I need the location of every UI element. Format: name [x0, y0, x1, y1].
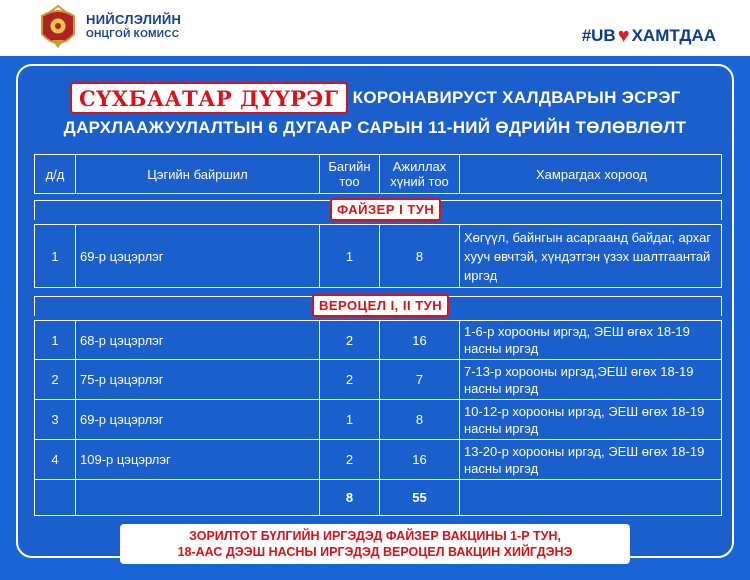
hashtag-prefix: #UB — [581, 26, 616, 45]
cell-location: 68-р цэцэрлэг — [75, 321, 319, 359]
table-row — [34, 360, 722, 400]
cell-teams: 1 — [319, 225, 379, 287]
top-bar — [0, 0, 750, 56]
cell-no: 1 — [51, 248, 59, 264]
cell-no: 4 — [51, 452, 59, 467]
cell-no — [35, 480, 75, 515]
header-staff: Ажиллах хүний тоо — [379, 155, 459, 193]
cell-coverage: 13-20-р хорооны иргэд, ЭЕШ өгөх 18-19 насны иргэд — [459, 440, 723, 479]
content-panel — [16, 64, 734, 558]
city-emblem-icon — [36, 4, 80, 52]
cell-no: 1 — [51, 332, 59, 348]
cell-location — [75, 480, 319, 515]
district-name: СҮХБААТАР ДҮҮРЭГ — [70, 82, 348, 114]
title-line1 — [70, 82, 681, 114]
table-row — [34, 224, 722, 288]
cell-location: 69-р цэцэрлэг — [75, 400, 319, 439]
cell-coverage: 1-6-р хорооны иргэд, ЭЕШ өгөх 18-19 насны иргэд — [459, 321, 723, 359]
org-name-line2: ОНЦГОЙ КОМИСС — [86, 29, 180, 40]
cell-location: 109-р цэцэрлэг — [75, 440, 319, 479]
section2-label: ВЕРОЦЕЛ I, II ТУН — [312, 294, 449, 317]
cell-staff: 7 — [379, 360, 459, 399]
header-no: д/д — [45, 166, 65, 182]
section1-label: ФАЙЗЕР I ТУН — [330, 198, 441, 221]
hashtag — [582, 26, 716, 46]
cell-no: 3 — [51, 412, 59, 427]
org-name-line1: НИЙСЛЭЛИЙН — [86, 12, 182, 27]
cell-location: 75-р цэцэрлэг — [75, 360, 319, 399]
cell-coverage: 7-13-р хорооны иргэд,ЭЕШ өгөх 18-19 насны иргэд — [459, 360, 723, 399]
cell-staff: 16 — [379, 440, 459, 479]
cell-staff: 8 — [379, 400, 459, 439]
poster-body — [0, 56, 750, 580]
cell-coverage — [459, 480, 723, 515]
cell-teams: 1 — [319, 400, 379, 439]
totals-row — [34, 480, 722, 516]
cell-staff: 16 — [379, 321, 459, 359]
table-row — [34, 440, 722, 480]
header-coverage: Хамрагдах хороод — [459, 155, 723, 193]
cell-teams: 2 — [319, 440, 379, 479]
cell-no: 2 — [51, 372, 59, 387]
cell-location: 69-р цэцэрлэг — [75, 225, 319, 287]
schedule-table — [34, 154, 722, 504]
cell-coverage: Хөгүүл, байнгын асаргаанд байдаг, архаг хууч өвчтэй, хүндэтгэн үзэх шалтгаантай иргэд — [459, 225, 723, 287]
cell-teams: 2 — [319, 360, 379, 399]
table-row — [34, 320, 722, 360]
footer-line2: 18-ААС ДЭЭШ НАСНЫ ИРГЭДЭД ВЕРОЦЕЛ ВАКЦИН ХИЙГДЭНЭ — [177, 545, 573, 559]
org-name — [86, 12, 181, 42]
table-header-row — [34, 154, 722, 194]
header-teams: Багийн тоо — [319, 155, 379, 193]
total-staff: 55 — [379, 480, 459, 515]
cell-staff: 8 — [379, 225, 459, 287]
cell-coverage: 10-12-р хорооны иргэд, ЭЕШ өгөх 18-19 насны иргэд — [459, 400, 723, 439]
header-location: Цэгийн байршил — [75, 155, 319, 193]
hashtag-suffix: ХАМТДАА — [631, 26, 716, 45]
title-line1-rest: КОРОНАВИРУСТ ХАЛДВАРЫН ЭСРЭГ — [352, 88, 681, 107]
table-row — [34, 400, 722, 440]
footer-note — [120, 524, 630, 564]
title-line2: ДАРХЛААЖУУЛАЛТЫН 6 ДУГААР САРЫН 11-НИЙ ӨДРИЙН ТӨЛӨВЛӨЛТ — [63, 118, 687, 137]
heart-icon: ♥ — [617, 25, 630, 47]
cell-teams: 2 — [319, 321, 379, 359]
total-teams: 8 — [319, 480, 379, 515]
footer-line1: ЗОРИЛТОТ БҮЛГИЙН ИРГЭДЭД ФАЙЗЕР ВАКЦИНЫ 1-Р ТУН, — [189, 529, 561, 543]
